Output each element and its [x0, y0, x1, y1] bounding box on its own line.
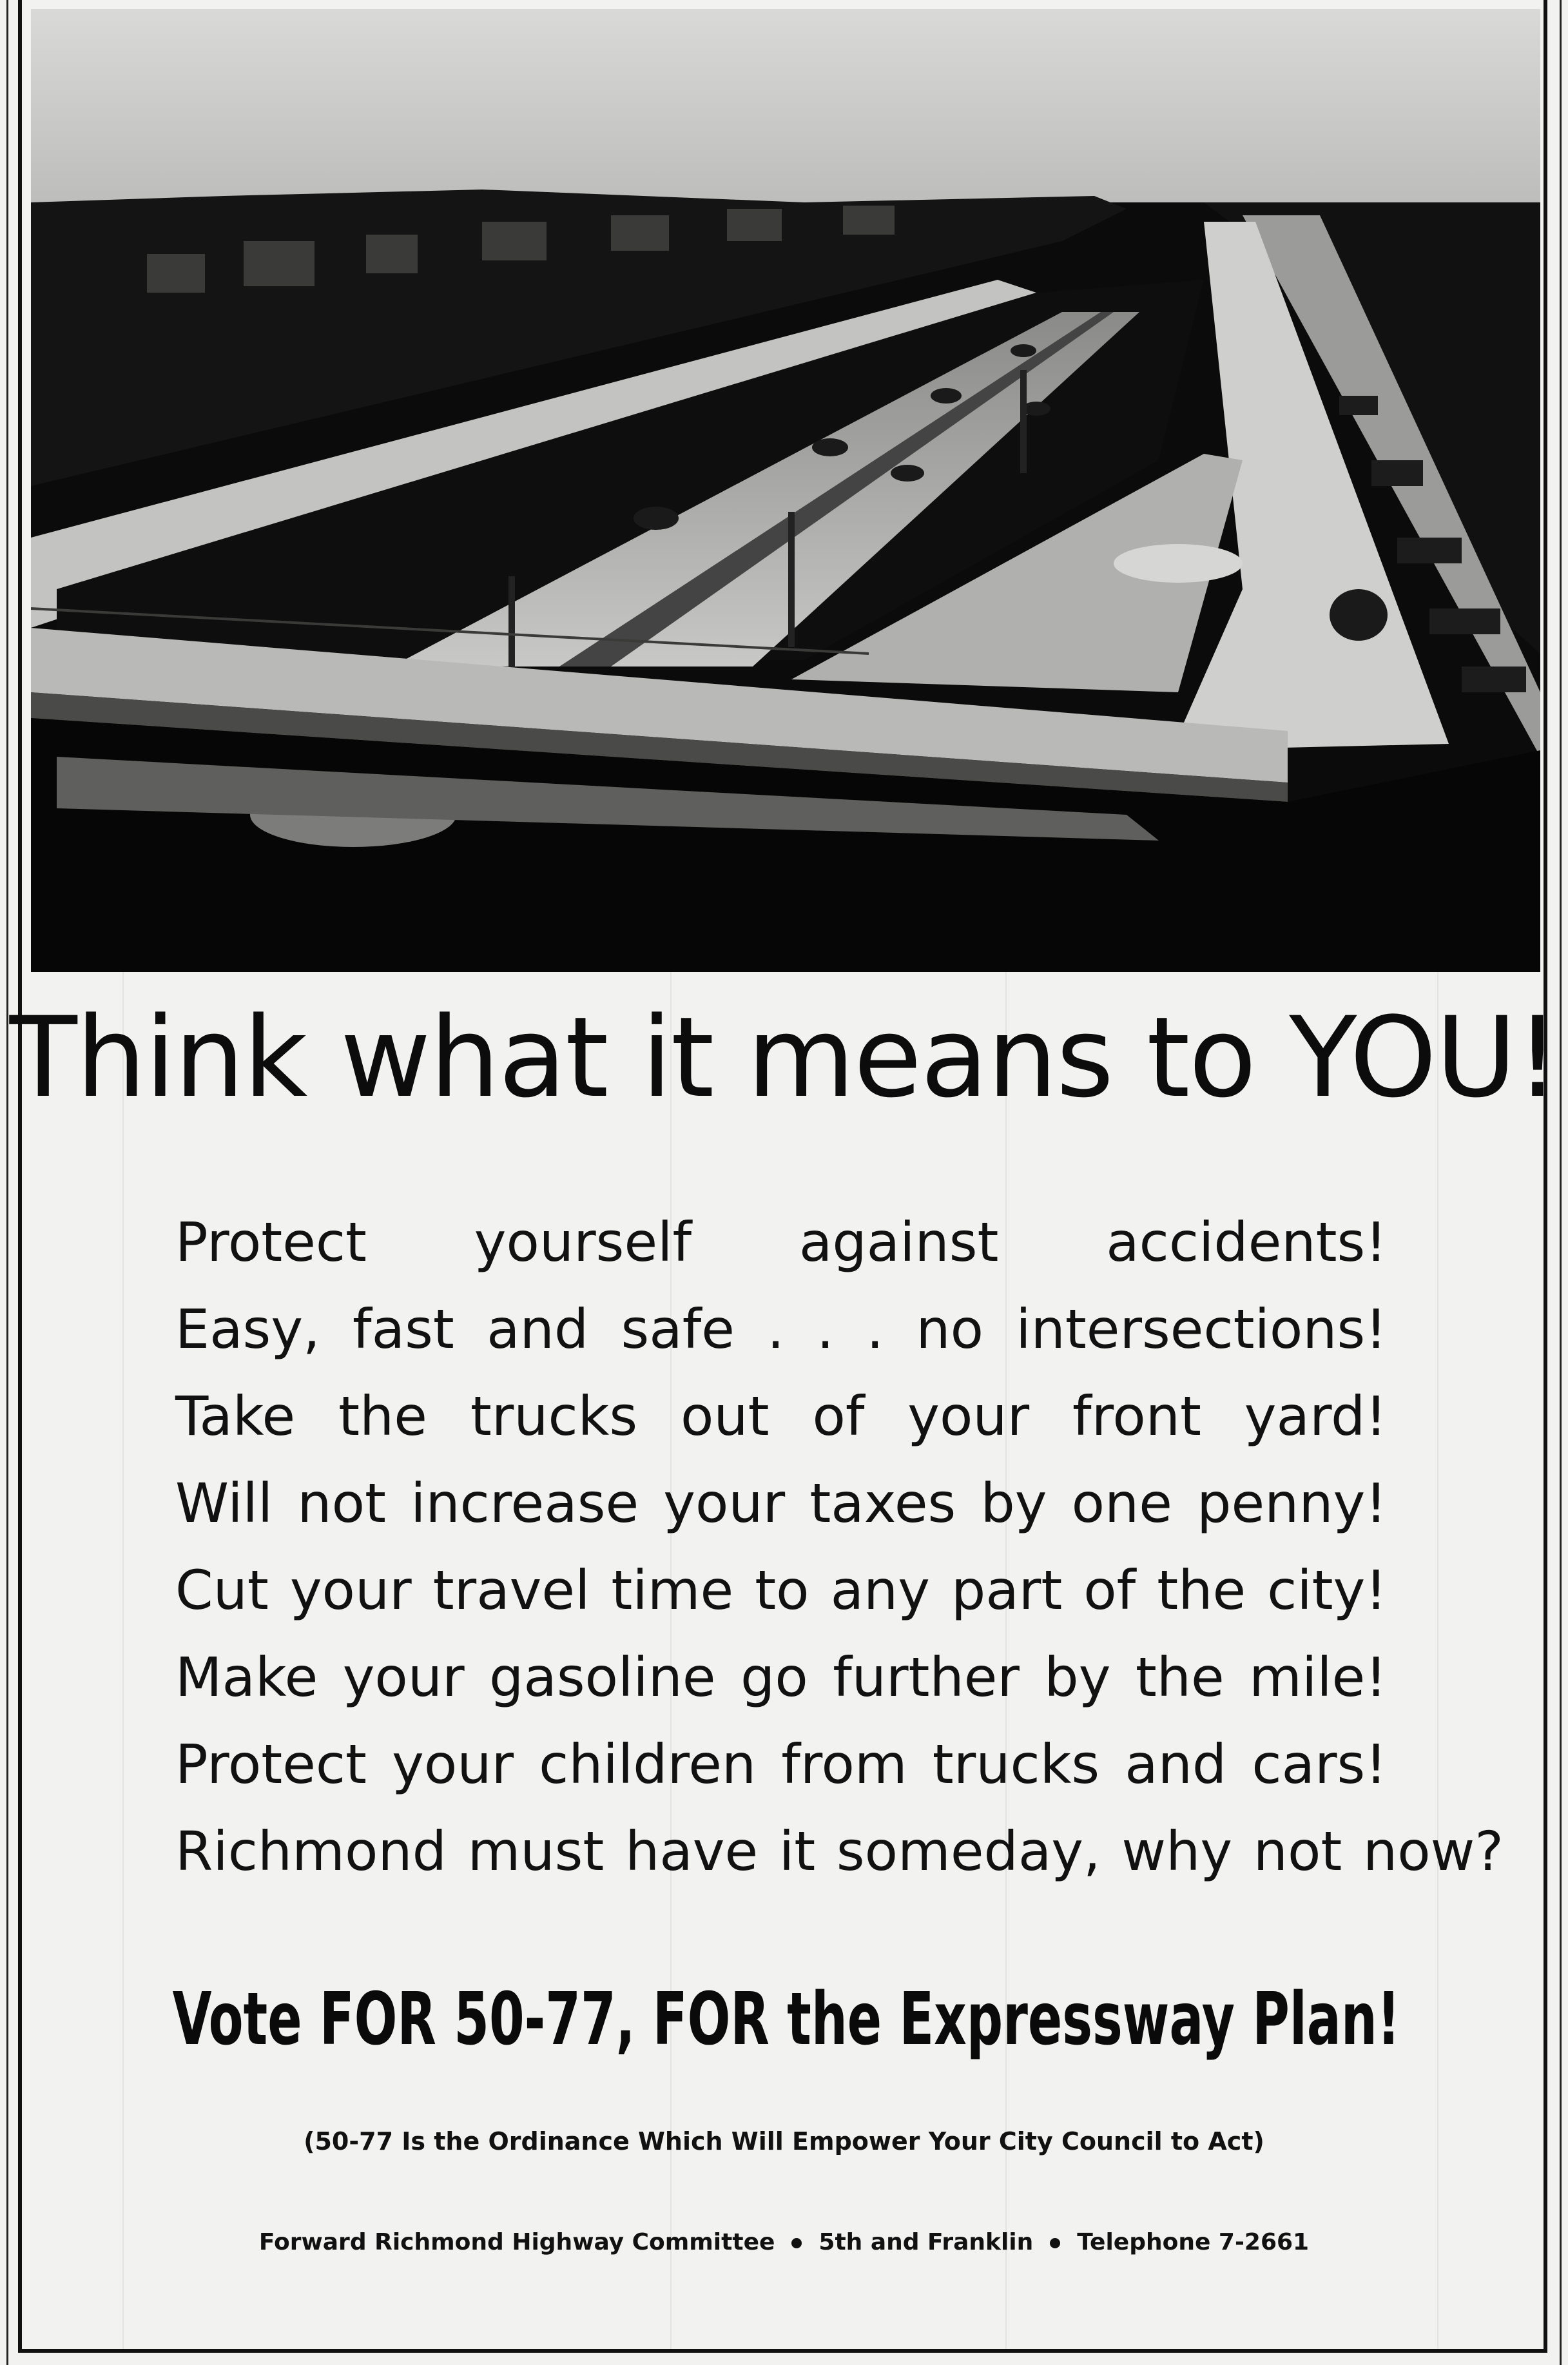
call-to-action: Vote FOR 50-77, FOR the Expressway Plan!	[172, 1978, 1400, 2061]
bullet-icon	[1050, 2238, 1060, 2248]
benefit-item: Make your gasoline go further by the mile!	[175, 1646, 1387, 1709]
benefit-item: Easy, fast and safe . . . no intersections!	[175, 1298, 1387, 1361]
headline: Think what it means to YOU!	[9, 993, 1559, 1122]
benefit-item: Cut your travel time to any part of the city!	[175, 1559, 1387, 1622]
footer-contact	[0, 2229, 1568, 2255]
ordinance-note: (50-77 Is the Ordinance Which Will Empower Your City Council to Act)	[304, 2127, 1264, 2156]
expressway-photo	[31, 9, 1540, 972]
benefit-item: Richmond must have it someday, why not now?	[175, 1820, 1504, 1883]
benefit-item: Protect yourself against accidents!	[175, 1211, 1387, 1274]
address: 5th and Franklin	[818, 2229, 1034, 2255]
benefit-item: Protect your children from trucks and cars!	[175, 1733, 1387, 1796]
benefit-list	[175, 1199, 1504, 1895]
right-rule	[1560, 0, 1562, 2365]
telephone: Telephone 7-2661	[1077, 2229, 1310, 2255]
left-rule	[6, 0, 8, 2365]
benefit-item: Take the trucks out of your front yard!	[175, 1385, 1387, 1448]
benefit-item: Will not increase your taxes by one penny!	[175, 1472, 1387, 1535]
bullet-icon	[791, 2238, 802, 2248]
committee-name: Forward Richmond Highway Committee	[258, 2229, 775, 2255]
